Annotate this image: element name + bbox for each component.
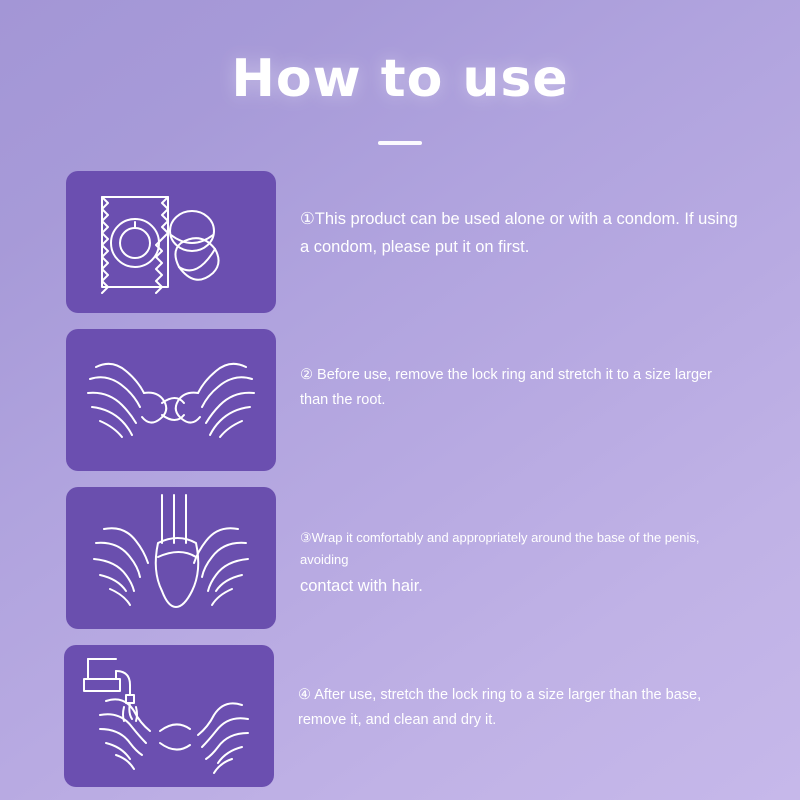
- step-number: ①: [300, 209, 315, 228]
- condom-packet-and-ring-icon: [66, 171, 276, 313]
- step-number: ④: [298, 686, 311, 703]
- steps-list: [0, 171, 800, 787]
- list-item: [66, 171, 742, 313]
- step-number: ③: [300, 529, 312, 545]
- step-body: After use, stretch the lock ring to a size larger than the base, remove it, and clean and dry it.: [298, 686, 702, 728]
- step-body: This product can be used alone or with a condom. If using a condom, please put it on first.: [300, 209, 738, 257]
- step-body: Before use, remove the lock ring and stretch it to a size larger than the root.: [300, 366, 712, 408]
- step-body-emphasis: contact with hair.: [300, 577, 423, 596]
- page-header: [0, 0, 800, 145]
- washing-hands-under-faucet-icon: [64, 645, 274, 787]
- step-body-lead: Wrap it comfortably and appropriately around the base of the penis, avoiding: [300, 529, 700, 568]
- step-text: [276, 171, 742, 263]
- step-text: [276, 487, 742, 601]
- list-item: [66, 329, 742, 471]
- step-text: [274, 645, 742, 734]
- hands-placing-ring-on-base-icon: [66, 487, 276, 629]
- step-number: ②: [300, 366, 313, 383]
- step-text: [276, 329, 742, 414]
- list-item: [66, 645, 742, 787]
- list-item: [66, 487, 742, 629]
- title-divider: [378, 141, 422, 145]
- two-hands-stretching-ring-icon: [66, 329, 276, 471]
- page-title: How to use: [231, 49, 569, 109]
